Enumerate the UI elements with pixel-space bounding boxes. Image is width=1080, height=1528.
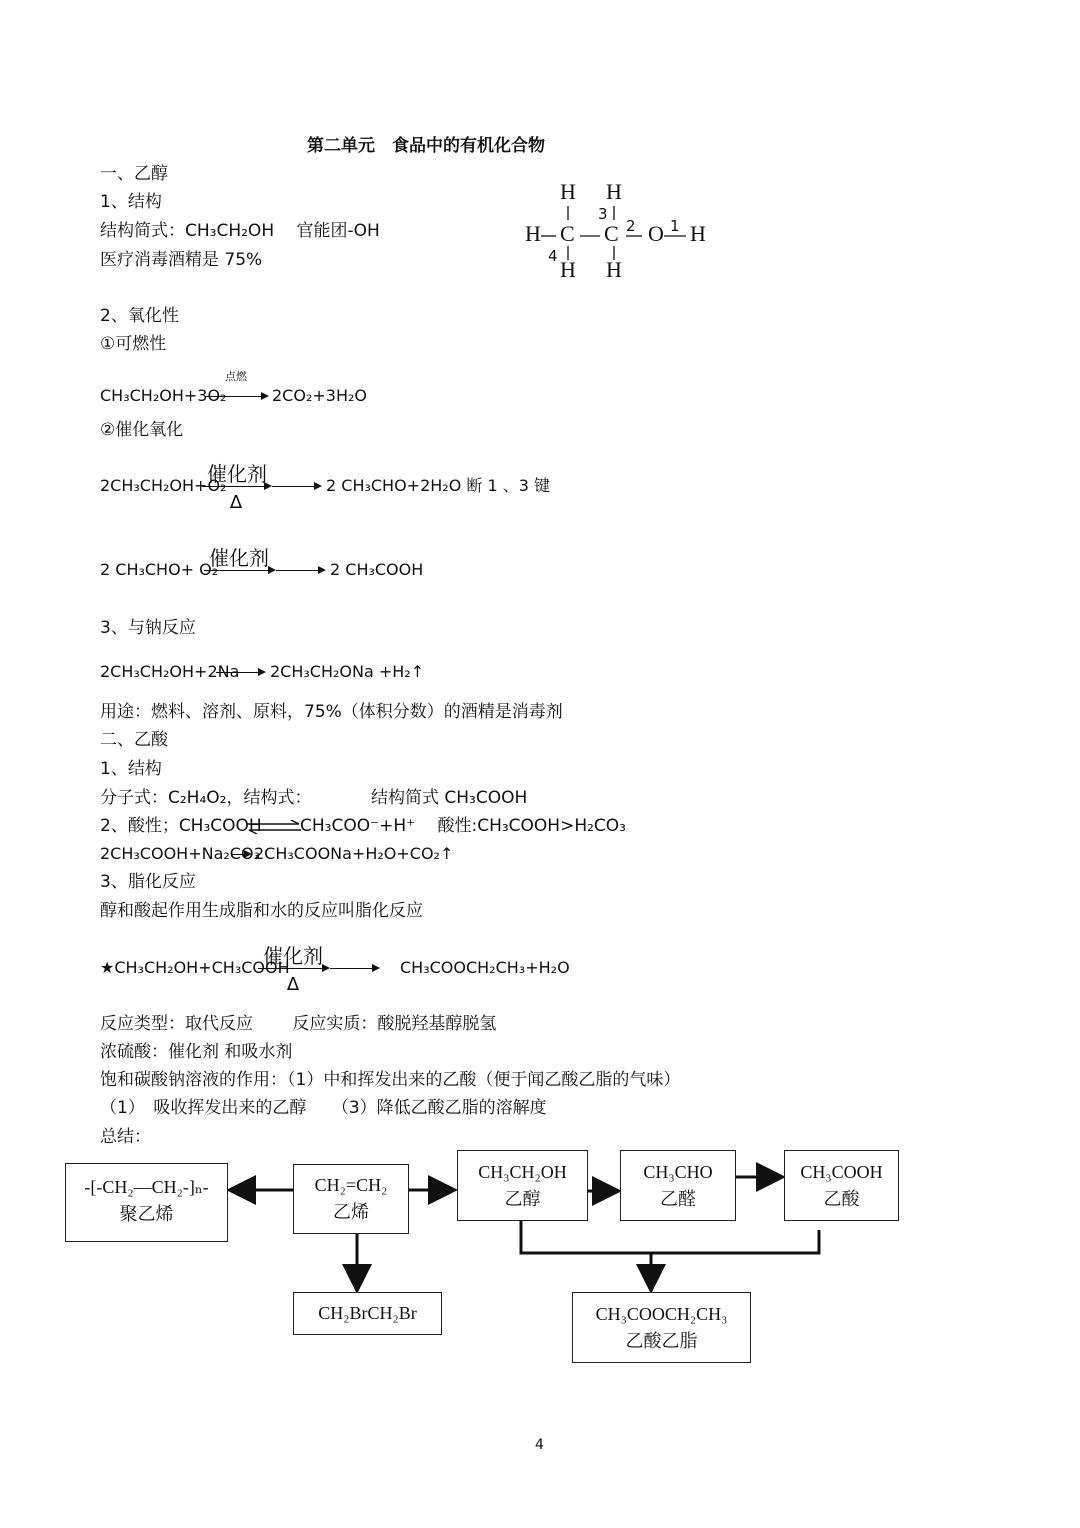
acetic-acid-formula-line: 分子式：C₂H₄O₂，结构式： 结构简式 CH₃COOH: [100, 788, 528, 808]
sodium-reactants: 2CH₃CH₂OH+2Na: [100, 662, 240, 681]
bond-number-2: 2: [626, 217, 636, 235]
atom-h-left: H: [525, 221, 541, 246]
catalyst-label: 催化剂: [207, 462, 267, 486]
box-ethyl-acetate-name: 乙酸乙脂: [625, 1331, 698, 1351]
ethanol-structural-formula: [520, 178, 720, 288]
atom-h-bottom-left: H: [560, 257, 576, 282]
sodium-carbonate-role-2: （1） 吸收挥发出来的乙醇 （3）降低乙酸乙脂的溶解度: [100, 1098, 547, 1118]
condition-bar: [258, 968, 328, 969]
reaction-type-line: 反应类型：取代反应 反应实质：酸脱羟基醇脱氢: [100, 1014, 497, 1034]
subheading-structure: 1、结构: [100, 192, 162, 212]
subheading-esterification: 3、脂化反应: [100, 872, 196, 892]
catalyst-label: 催化剂: [263, 944, 323, 968]
box-dibromoethane-formula: CH₂BrCH₂Br: [318, 1303, 417, 1323]
condition-bar: [204, 570, 274, 571]
esterification-products: CH₃COOCH₂CH₃+H₂O: [400, 958, 570, 977]
esterification-definition: 醇和酸起作用生成脂和水的反应叫脂化反应: [100, 901, 423, 921]
sodium-products: 2CH₃CH₂ONa +H₂↑: [270, 662, 425, 681]
reaction-arrow: [232, 854, 250, 855]
box-acetic-acid-formula: CH₃COOH: [800, 1162, 883, 1182]
box-polyethylene-name: 聚乙烯: [119, 1204, 174, 1224]
oxidation1-reactants: 2CH₃CH₂OH+O₂: [100, 476, 227, 495]
equilibrium-arrow: [247, 819, 301, 833]
box-ethene-formula: CH₂=CH₂: [314, 1175, 388, 1195]
section-heading-acetic-acid: 二、乙酸: [100, 730, 168, 750]
combustion-products: 2CO₂+3H₂O: [272, 386, 367, 405]
oxidation1-products: 2 CH₃CHO+2H₂O 断 1 、3 键: [326, 476, 551, 495]
acidity-left: 2、酸性；CH₃COOH: [100, 816, 262, 836]
box-ethanol-name: 乙醇: [504, 1189, 541, 1209]
atom-c2: C: [604, 221, 619, 246]
page-title: 第二单元 食品中的有机化合物: [307, 136, 545, 156]
reaction-arrow: [216, 672, 264, 673]
atom-c1: C: [560, 221, 575, 246]
box-ethene: [293, 1164, 409, 1234]
sodium-carbonate-role: 饱和碳酸钠溶液的作用：（1）中和挥发出来的乙酸（便于闻乙酸乙脂的气味）: [100, 1070, 681, 1090]
atom-h-top-right: H: [606, 179, 622, 204]
oxidation2-products: 2 CH₃COOH: [330, 560, 424, 579]
ethanol-uses: 用途：燃料、溶剂、原料，75%（体积分数）的酒精是消毒剂: [100, 702, 563, 722]
box-acetic-acid-name: 乙酸: [823, 1189, 860, 1209]
reaction-arrow: [272, 486, 320, 487]
box-acetic-acid: [784, 1150, 899, 1221]
box-acetaldehyde: [620, 1150, 736, 1221]
carbonate-products: 2CH₃COONa+H₂O+CO₂↑: [254, 844, 454, 863]
atom-h-bottom-right: H: [606, 257, 622, 282]
bond-number-3: 3: [598, 205, 608, 223]
medical-alcohol-line: 医疗消毒酒精是 75%: [100, 250, 263, 270]
condition-ignite: 点燃: [225, 370, 247, 383]
box-ethanol-formula: CH₃CH₂OH: [478, 1162, 567, 1182]
atom-h-right: H: [690, 221, 706, 246]
box-acetaldehyde-name: 乙醛: [660, 1189, 696, 1209]
ethanol-formula-line: 结构简式：CH₃CH₂OH 官能团-OH: [100, 221, 380, 241]
reaction-arrow: [330, 968, 378, 969]
reaction-arrow: [276, 570, 324, 571]
box-ethyl-acetate-formula: CH₃COOCH₂CH₃: [595, 1304, 728, 1324]
subheading-sodium: 3、与钠反应: [100, 618, 196, 638]
oxidation2-reactants: 2 CH₃CHO+ O₂: [100, 560, 219, 579]
catalyst-label: 催化剂: [209, 546, 269, 570]
box-ethanol: [457, 1150, 588, 1221]
summary-label: 总结：: [100, 1127, 151, 1147]
page-number: 4: [535, 1437, 544, 1453]
bond-number-4: 4: [548, 247, 558, 265]
condition-bar: [202, 486, 270, 487]
box-ethyl-acetate: [572, 1292, 751, 1363]
sulfuric-acid-role: 浓硫酸：催化剂 和吸水剂: [100, 1042, 293, 1062]
acidity-right: CH₃COO⁻+H⁺ 酸性:CH₃COOH>H₂CO₃: [300, 816, 626, 836]
heat-symbol: Δ: [229, 492, 243, 513]
combustion-reactants: CH₃CH₂OH+3O₂: [100, 386, 227, 405]
box-acetaldehyde-formula: CH₃CHO: [643, 1162, 713, 1182]
subheading-structure: 1、结构: [100, 759, 162, 779]
subheading-combustion: ①可燃性: [100, 334, 167, 354]
box-ethene-name: 乙烯: [333, 1202, 369, 1222]
section-heading-ethanol: 一、乙醇: [100, 164, 168, 184]
subheading-oxidation: 2、氧化性: [100, 306, 179, 326]
reaction-arrow: [205, 396, 267, 397]
heat-symbol: Δ: [286, 974, 300, 995]
atom-h-top-left: H: [560, 179, 576, 204]
subheading-catalytic-oxidation: ②催化氧化: [100, 420, 184, 440]
bond-number-1: 1: [670, 217, 680, 235]
esterification-reactants: ★CH₃CH₂OH+CH₃COOH: [100, 958, 290, 977]
box-polyethylene-formula: -[-CH₂—CH₂-]ₙ-: [84, 1177, 209, 1197]
carbonate-reactants: 2CH₃COOH+Na₂CO₃: [100, 844, 260, 863]
box-dibromoethane: [293, 1292, 442, 1335]
atom-o: O: [648, 221, 664, 246]
box-polyethylene: [65, 1163, 228, 1242]
